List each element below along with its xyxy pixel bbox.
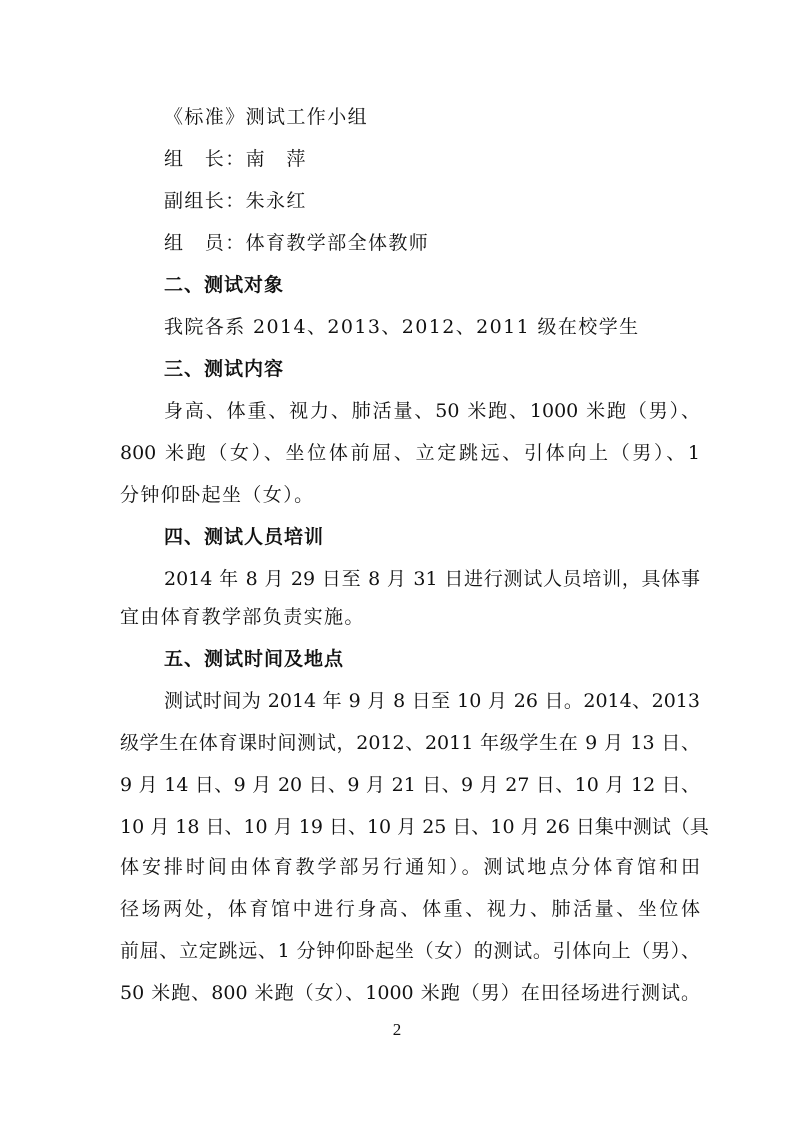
paragraph-line: 前屈、立定跳远、1 分钟仰卧起坐（女）的测试。引体向上（男）、 <box>120 940 700 962</box>
paragraph-line: 级学生在体育课时间测试，2012、2011 年级学生在 9 月 13 日、 <box>120 732 700 754</box>
paragraph-line: 10 月 18 日、10 月 19 日、10 月 25 日、10 月 26 日集中测试（具 <box>120 816 709 838</box>
section-heading-targets: 二、测试对象 <box>164 274 285 296</box>
section-heading-content: 三、测试内容 <box>164 358 285 380</box>
page-number: 2 <box>392 1020 402 1039</box>
section-body-targets: 我院各系 2014、2013、2012、2011 级在校学生 <box>164 316 640 338</box>
paragraph-line: 身高、体重、视力、肺活量、50 米跑、1000 米跑（男）、 <box>164 400 700 422</box>
paragraph-line: 宜由体育教学部负责实施。 <box>120 606 365 628</box>
paragraph-line: 体安排时间由体育教学部另行通知）。测试地点分体育馆和田 <box>120 856 700 878</box>
deputy-leader-line: 副组长：朱永红 <box>164 190 307 212</box>
paragraph-line: 2014 年 8 月 29 日至 8 月 31 日进行测试人员培训，具体事 <box>164 568 700 590</box>
section-heading-time-place: 五、测试时间及地点 <box>164 648 345 670</box>
paragraph-line: 测试时间为 2014 年 9 月 8 日至 10 月 26 日。2014、2013 <box>164 690 700 712</box>
section-heading-training: 四、测试人员培训 <box>164 526 325 548</box>
paragraph-line: 800 米跑（女）、坐位体前屈、立定跳远、引体向上（男）、1 <box>120 442 700 464</box>
paragraph-line: 径场两处，体育馆中进行身高、体重、视力、肺活量、坐位体 <box>120 898 700 920</box>
members-line: 组 员：体育教学部全体教师 <box>164 232 430 254</box>
paragraph-line: 分钟仰卧起坐（女）。 <box>120 484 315 506</box>
leader-line: 组 长：南 萍 <box>164 148 307 170</box>
group-title: 《标准》测试工作小组 <box>164 106 369 128</box>
paragraph-line: 9 月 14 日、9 月 20 日、9 月 21 日、9 月 27 日、10 月 12 日、 <box>120 774 700 796</box>
paragraph-line: 50 米跑、800 米跑（女）、1000 米跑（男）在田径场进行测试。 <box>120 982 700 1004</box>
